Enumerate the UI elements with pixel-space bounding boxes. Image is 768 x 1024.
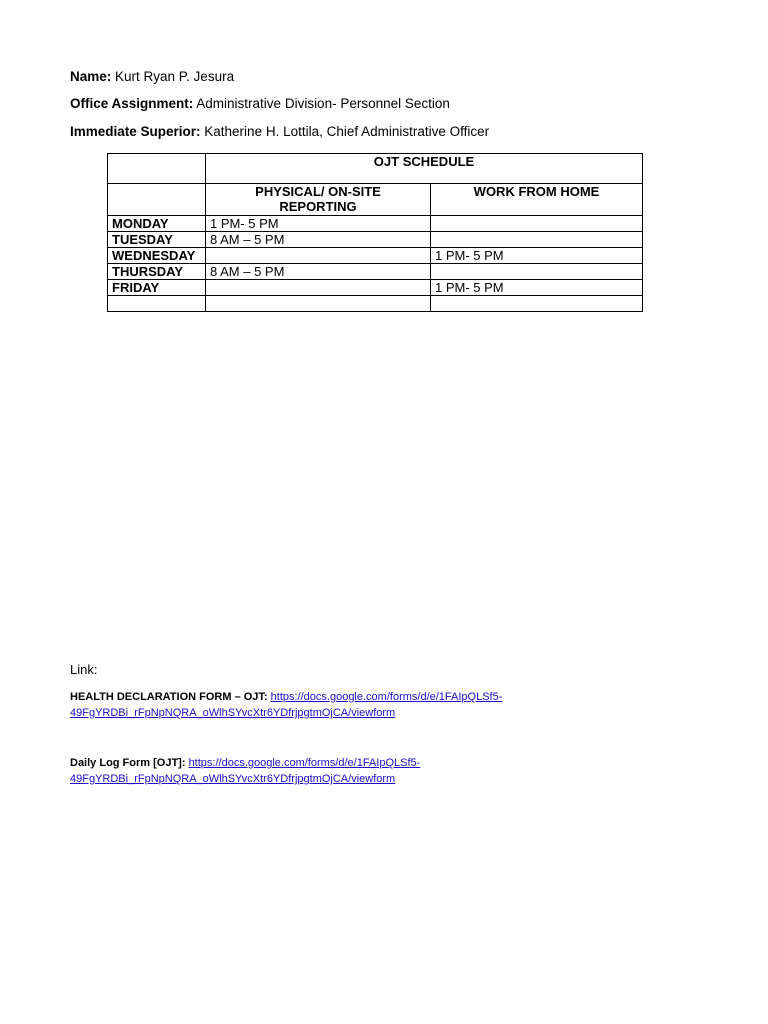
day-cell: TUESDAY xyxy=(108,232,206,248)
table-cell-blank xyxy=(108,184,206,216)
table-row xyxy=(108,264,643,280)
column-header-wfh: WORK FROM HOME xyxy=(431,184,643,216)
name-value: Kurt Ryan P. Jesura xyxy=(111,69,235,84)
day-cell: WEDNESDAY xyxy=(108,248,206,264)
daily-url-line2: 49FgYRDBi_rFpNpNQRA_oWlhSYvcXtr6YDfrjpgtmOjCA/viewform xyxy=(70,773,396,785)
wfh-cell: 1 PM- 5 PM xyxy=(431,280,643,296)
onsite-cell: 1 PM- 5 PM xyxy=(206,216,431,232)
column-header-onsite-line1: PHYSICAL/ ON-SITE xyxy=(255,184,381,199)
office-assignment-label: Office Assignment: xyxy=(70,96,194,111)
onsite-cell xyxy=(206,248,431,264)
table-row xyxy=(108,248,643,264)
wfh-cell xyxy=(431,216,643,232)
schedule-header-row xyxy=(108,184,643,216)
name-line xyxy=(70,69,234,84)
office-assignment-value: Administrative Division- Personnel Section xyxy=(193,96,450,111)
office-assignment-line xyxy=(70,96,450,111)
column-header-onsite xyxy=(206,184,431,216)
onsite-cell xyxy=(206,296,431,312)
onsite-cell: 8 AM – 5 PM xyxy=(206,232,431,248)
day-cell: FRIDAY xyxy=(108,280,206,296)
day-cell xyxy=(108,296,206,312)
schedule-title-row xyxy=(108,154,643,184)
table-row xyxy=(108,216,643,232)
wfh-cell xyxy=(431,296,643,312)
immediate-superior-value: Katherine H. Lottila, Chief Administrative Officer xyxy=(200,124,490,139)
name-label: Name: xyxy=(70,69,112,84)
immediate-superior-line xyxy=(70,124,489,139)
link-heading: Link: xyxy=(70,662,98,677)
onsite-cell xyxy=(206,280,431,296)
column-header-onsite-line2: REPORTING xyxy=(279,199,357,214)
health-url-line1: https://docs.google.com/forms/d/e/1FAIpQLSf5- xyxy=(270,691,503,703)
schedule-title: OJT SCHEDULE xyxy=(206,154,643,184)
wfh-cell xyxy=(431,264,643,280)
immediate-superior-label: Immediate Superior: xyxy=(70,124,201,139)
health-declaration-form-entry xyxy=(70,689,550,721)
daily-log-form-entry xyxy=(70,755,550,787)
table-row xyxy=(108,232,643,248)
health-declaration-form-label: HEALTH DECLARATION FORM – OJT: xyxy=(70,691,268,703)
wfh-cell: 1 PM- 5 PM xyxy=(431,248,643,264)
day-cell: MONDAY xyxy=(108,216,206,232)
onsite-cell: 8 AM – 5 PM xyxy=(206,264,431,280)
health-url-line2: 49FgYRDBi_rFpNpNQRA_oWlhSYvcXtr6YDfrjpgtmOjCA/viewform xyxy=(70,707,396,719)
table-cell-blank xyxy=(108,154,206,184)
day-cell: THURSDAY xyxy=(108,264,206,280)
daily-url-line1: https://docs.google.com/forms/d/e/1FAIpQLSf5- xyxy=(188,757,421,769)
ojt-schedule-table xyxy=(107,153,643,312)
table-row xyxy=(108,280,643,296)
wfh-cell xyxy=(431,232,643,248)
daily-log-form-label: Daily Log Form [OJT]: xyxy=(70,757,186,769)
table-row xyxy=(108,296,643,312)
